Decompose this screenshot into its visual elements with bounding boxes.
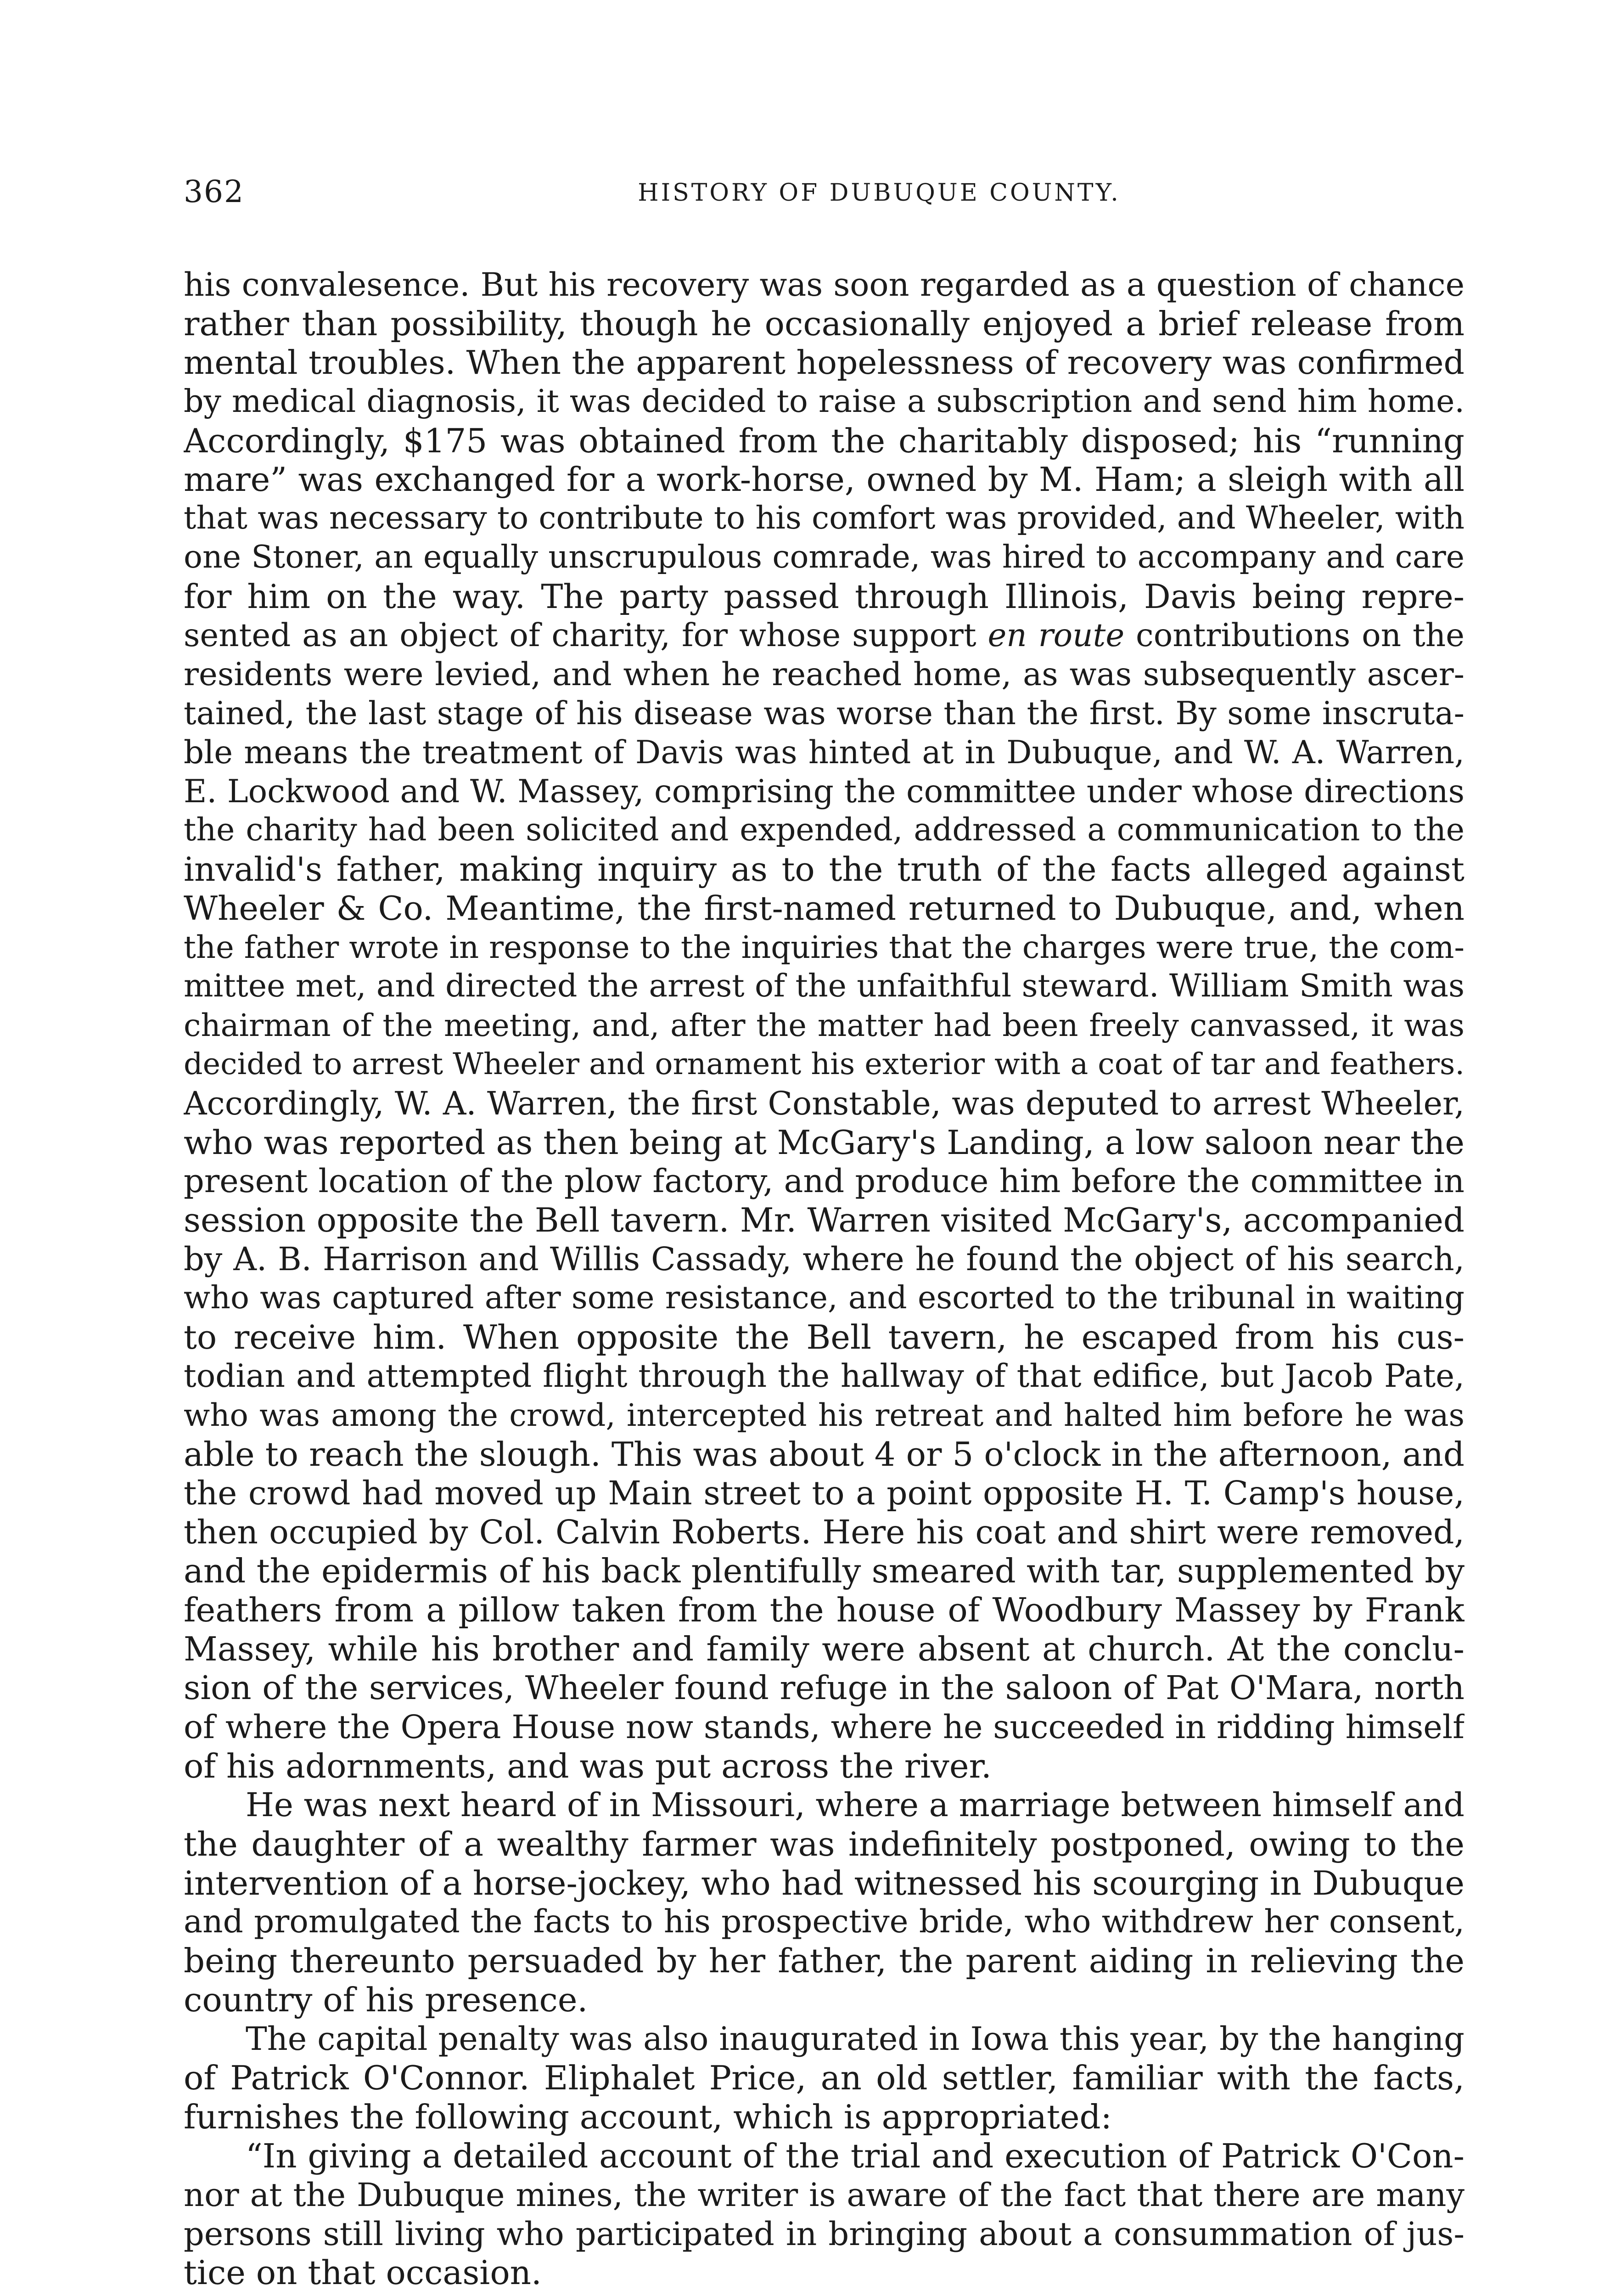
text-line: that was necessary to contribute to his comfort was provided, and Wheeler, with [184,500,1464,537]
text-line: session opposite the Bell tavern. Mr. Warren visited McGary's, accompanied [184,1201,1464,1240]
text-segment: sented as an object of charity, for whose support [184,617,988,654]
text-line: to receive him. When opposite the Bell tavern, he escaped from his cus- [184,1318,1464,1357]
running-head [184,174,1464,210]
text-line: E. Lockwood and W. Massey, comprising the committee under whose directions [184,773,1464,810]
text-line: decided to arrest Wheeler and ornament his exterior with a coat of tar and feathers. [184,1047,1464,1081]
text-line: of Patrick O'Connor. Eliphalet Price, an old settler, familiar with the facts, [184,2058,1464,2097]
text-line: the crowd had moved up Main street to a point opposite H. T. Camp's house, [184,1474,1464,1512]
text-line: tice on that occasion. [184,2253,542,2292]
text-line: for him on the way. The party passed through Illinois, Davis being repre- [184,577,1464,616]
text-line: mittee met, and directed the arrest of the unfaithful steward. William Smith was [184,968,1464,1005]
text-line: feathers from a pillow taken from the house of Woodbury Massey by Frank [184,1591,1464,1630]
text-line: intervention of a horse-jockey, who had witnessed his scourging in Dubuque [184,1863,1464,1902]
text-line: present location of the plow factory, and produce him before the committee in [184,1162,1464,1200]
italic-phrase: en route [988,617,1125,654]
text-line: mental troubles. When the apparent hopelessness of recovery was confirmed [184,343,1464,382]
text-line: rather than possibility, though he occasionally enjoyed a brief release from [184,304,1464,343]
text-line: “In giving a detailed account of the trial and execution of Patrick O'Con- [246,2136,1464,2175]
text-line: one Stoner, an equally unscrupulous comrade, was hired to accompany and care [184,539,1464,576]
text-line [184,616,1464,655]
text-line: and the epidermis of his back plentifully smeared with tar, supplemented by [184,1552,1464,1591]
text-line: who was reported as then being at McGary's Landing, a low saloon near the [184,1123,1464,1162]
header-title: HISTORY OF DUBUQUE COUNTY. [638,179,1121,207]
text-line: tained, the last stage of his disease was worse than the first. By some inscruta- [184,695,1464,732]
text-line: of where the Opera House now stands, where he succeeded in ridding himself [184,1708,1464,1746]
text-line: the father wrote in response to the inquiries that the charges were true, the com- [184,929,1464,966]
text-line: furnishes the following account, which is appropriated: [184,2097,1112,2136]
text-line: who was captured after some resistance, and escorted to the tribunal in waiting [184,1280,1464,1317]
text-line: country of his presence. [184,1981,588,2020]
text-line: nor at the Dubuque mines, the writer is aware of the fact that there are many [184,2176,1464,2214]
text-line: who was among the crowd, intercepted his retreat and halted him before he was [184,1397,1464,1433]
text-line: todian and attempted flight through the hallway of that edifice, but Jacob Pate, [184,1357,1464,1395]
text-line: mare” was exchanged for a work-horse, owned by M. Ham; a sleigh with all [184,460,1464,499]
text-line: chairman of the meeting, and, after the matter had been freely canvassed, it was [184,1007,1464,1043]
text-line: The capital penalty was also inaugurated in Iowa this year, by the hanging [246,2020,1464,2058]
text-line: ble means the treatment of Davis was hinted at in Dubuque, and W. A. Warren, [184,734,1464,771]
page-number: 362 [184,174,244,209]
text-line: being thereunto persuaded by her father, the parent aiding in relieving the [184,1941,1464,1981]
text-line: able to reach the slough. This was about 4 or 5 o'clock in the afternoon, and [184,1435,1464,1474]
text-line: of his adornments, and was put across the river. [184,1746,992,1785]
text-line: the charity had been solicited and expended, addressed a communication to the [184,812,1464,849]
text-line: invalid's father, making inquiry as to the truth of the facts alleged against [184,850,1464,889]
text-line: and promulgated the facts to his prospective bride, who withdrew her consent, [184,1903,1464,1941]
text-line: then occupied by Col. Calvin Roberts. Here his coat and shirt were removed, [184,1513,1464,1551]
text-line: Massey, while his brother and family were absent at church. At the conclu- [184,1630,1464,1669]
text-line: by A. B. Harrison and Willis Cassady, where he found the object of his search, [184,1240,1464,1278]
body-text [184,265,1464,2292]
text-line: Accordingly, $175 was obtained from the charitably disposed; his “running [184,421,1464,460]
text-line: by medical diagnosis, it was decided to raise a subscription and send him home. [184,383,1464,420]
text-line: the daughter of a wealthy farmer was indefinitely postponed, owing to the [184,1824,1464,1863]
text-line: his convalesence. But his recovery was soon regarded as a question of chance [184,266,1464,304]
text-line: Wheeler & Co. Meantime, the first-named returned to Dubuque, and, when [184,889,1464,928]
text-segment: contributions on the [1124,617,1464,654]
text-line: Accordingly, W. A. Warren, the first Constable, was deputed to arrest Wheeler, [184,1084,1464,1122]
text-line: persons still living who participated in bringing about a consummation of jus- [184,2215,1464,2253]
text-line: sion of the services, Wheeler found refuge in the saloon of Pat O'Mara, north [184,1669,1464,1707]
text-line: residents were levied, and when he reached home, as was subsequently ascer- [184,656,1464,693]
text-line: He was next heard of in Missouri, where a marriage between himself and [246,1785,1464,1824]
